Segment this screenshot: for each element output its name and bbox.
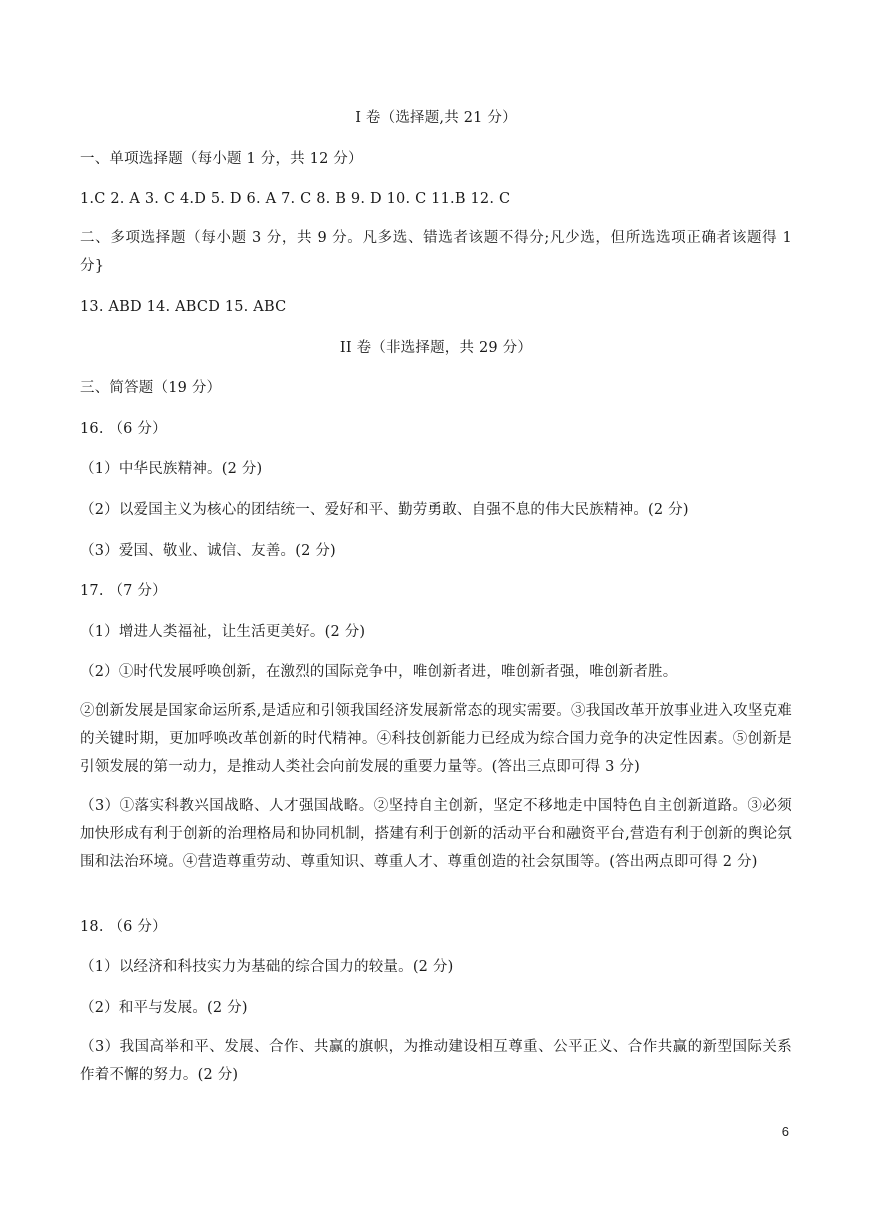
short-answer-heading: 三、简答题（19 分） bbox=[80, 380, 222, 396]
multi-choice-answers: 13. ABD 14. ABCD 15. ABC bbox=[80, 299, 287, 315]
section-i-title: I 卷（选择题,共 21 分） bbox=[355, 110, 517, 126]
q16-answer-3: （3）爱国、敬业、诚信、友善。(2 分) bbox=[80, 543, 336, 559]
multi-choice-heading: 二、多项选择题（每小题 3 分，共 9 分。凡多选、错选者该题不得分;凡少选，但所选选项正确者该题得 1 分} bbox=[80, 230, 792, 274]
q16-answer-2: （2）以爱国主义为核心的团结统一、爱好和平、勤劳勇敢、自强不息的伟大民族精神。(2 分) bbox=[80, 502, 689, 518]
q16-answer-1: （1）中华民族精神。(2 分) bbox=[80, 461, 263, 477]
q18-answer-3: （3）我国高举和平、发展、合作、共赢的旗帜，为推动建设相互尊重、公平正义、合作共赢的新型国际关系作着不懈的努力。(2 分) bbox=[80, 1039, 792, 1083]
q16-label: 16. （6 分） bbox=[80, 421, 167, 437]
q18-label: 18. （6 分） bbox=[80, 919, 167, 935]
single-choice-heading: 一、单项选择题（每小题 1 分，共 12 分） bbox=[80, 151, 363, 167]
page-number: 6 bbox=[781, 1124, 789, 1139]
q17-answer-1: （1）增进人类福祉，让生活更美好。(2 分) bbox=[80, 624, 366, 640]
q17-answer-2-first: （2）①时代发展呼唤创新，在激烈的国际竞争中，唯创新者进，唯创新者强，唯创新者胜。 bbox=[80, 664, 678, 680]
section-ii-title: II 卷（非选择题，共 29 分） bbox=[339, 340, 533, 356]
q17-answer-2-rest: ②创新发展是国家命运所系,是适应和引领我国经济发展新常态的现实需要。③我国改革开放事业进入攻坚克难的关键时期，更加呼唤改革创新的时代精神。④科技创新能力已经成为综合国力竞争的决定性因素。⑤创新是引领发展的第一动力，是推动人类社会向前发展的重要力量等。(答出三点即可得 3 分) bbox=[80, 703, 792, 775]
q17-answer-3: （3）①落实科教兴国战略、人才强国战略。②坚持自主创新，坚定不移地走中国特色自主创新道路。③必须加快形成有利于创新的治理格局和协同机制，搭建有利于创新的活动平台和融资平台,营造有利于创新的舆论氛围和法治环境。④营造尊重劳动、尊重知识、尊重人才、尊重创造的社会氛围等。(答出两点即可得 2 分) bbox=[80, 798, 792, 870]
q17-label: 17. （7 分） bbox=[80, 583, 167, 599]
single-choice-answers: 1.C 2. A 3. C 4.D 5. D 6. A 7. C 8. B 9. D 10. C 11.B 12. C bbox=[80, 191, 511, 207]
q18-answer-2: （2）和平与发展。(2 分) bbox=[80, 1000, 248, 1016]
q18-answer-1: （1）以经济和科技实力为基础的综合国力的较量。(2 分) bbox=[80, 959, 454, 975]
